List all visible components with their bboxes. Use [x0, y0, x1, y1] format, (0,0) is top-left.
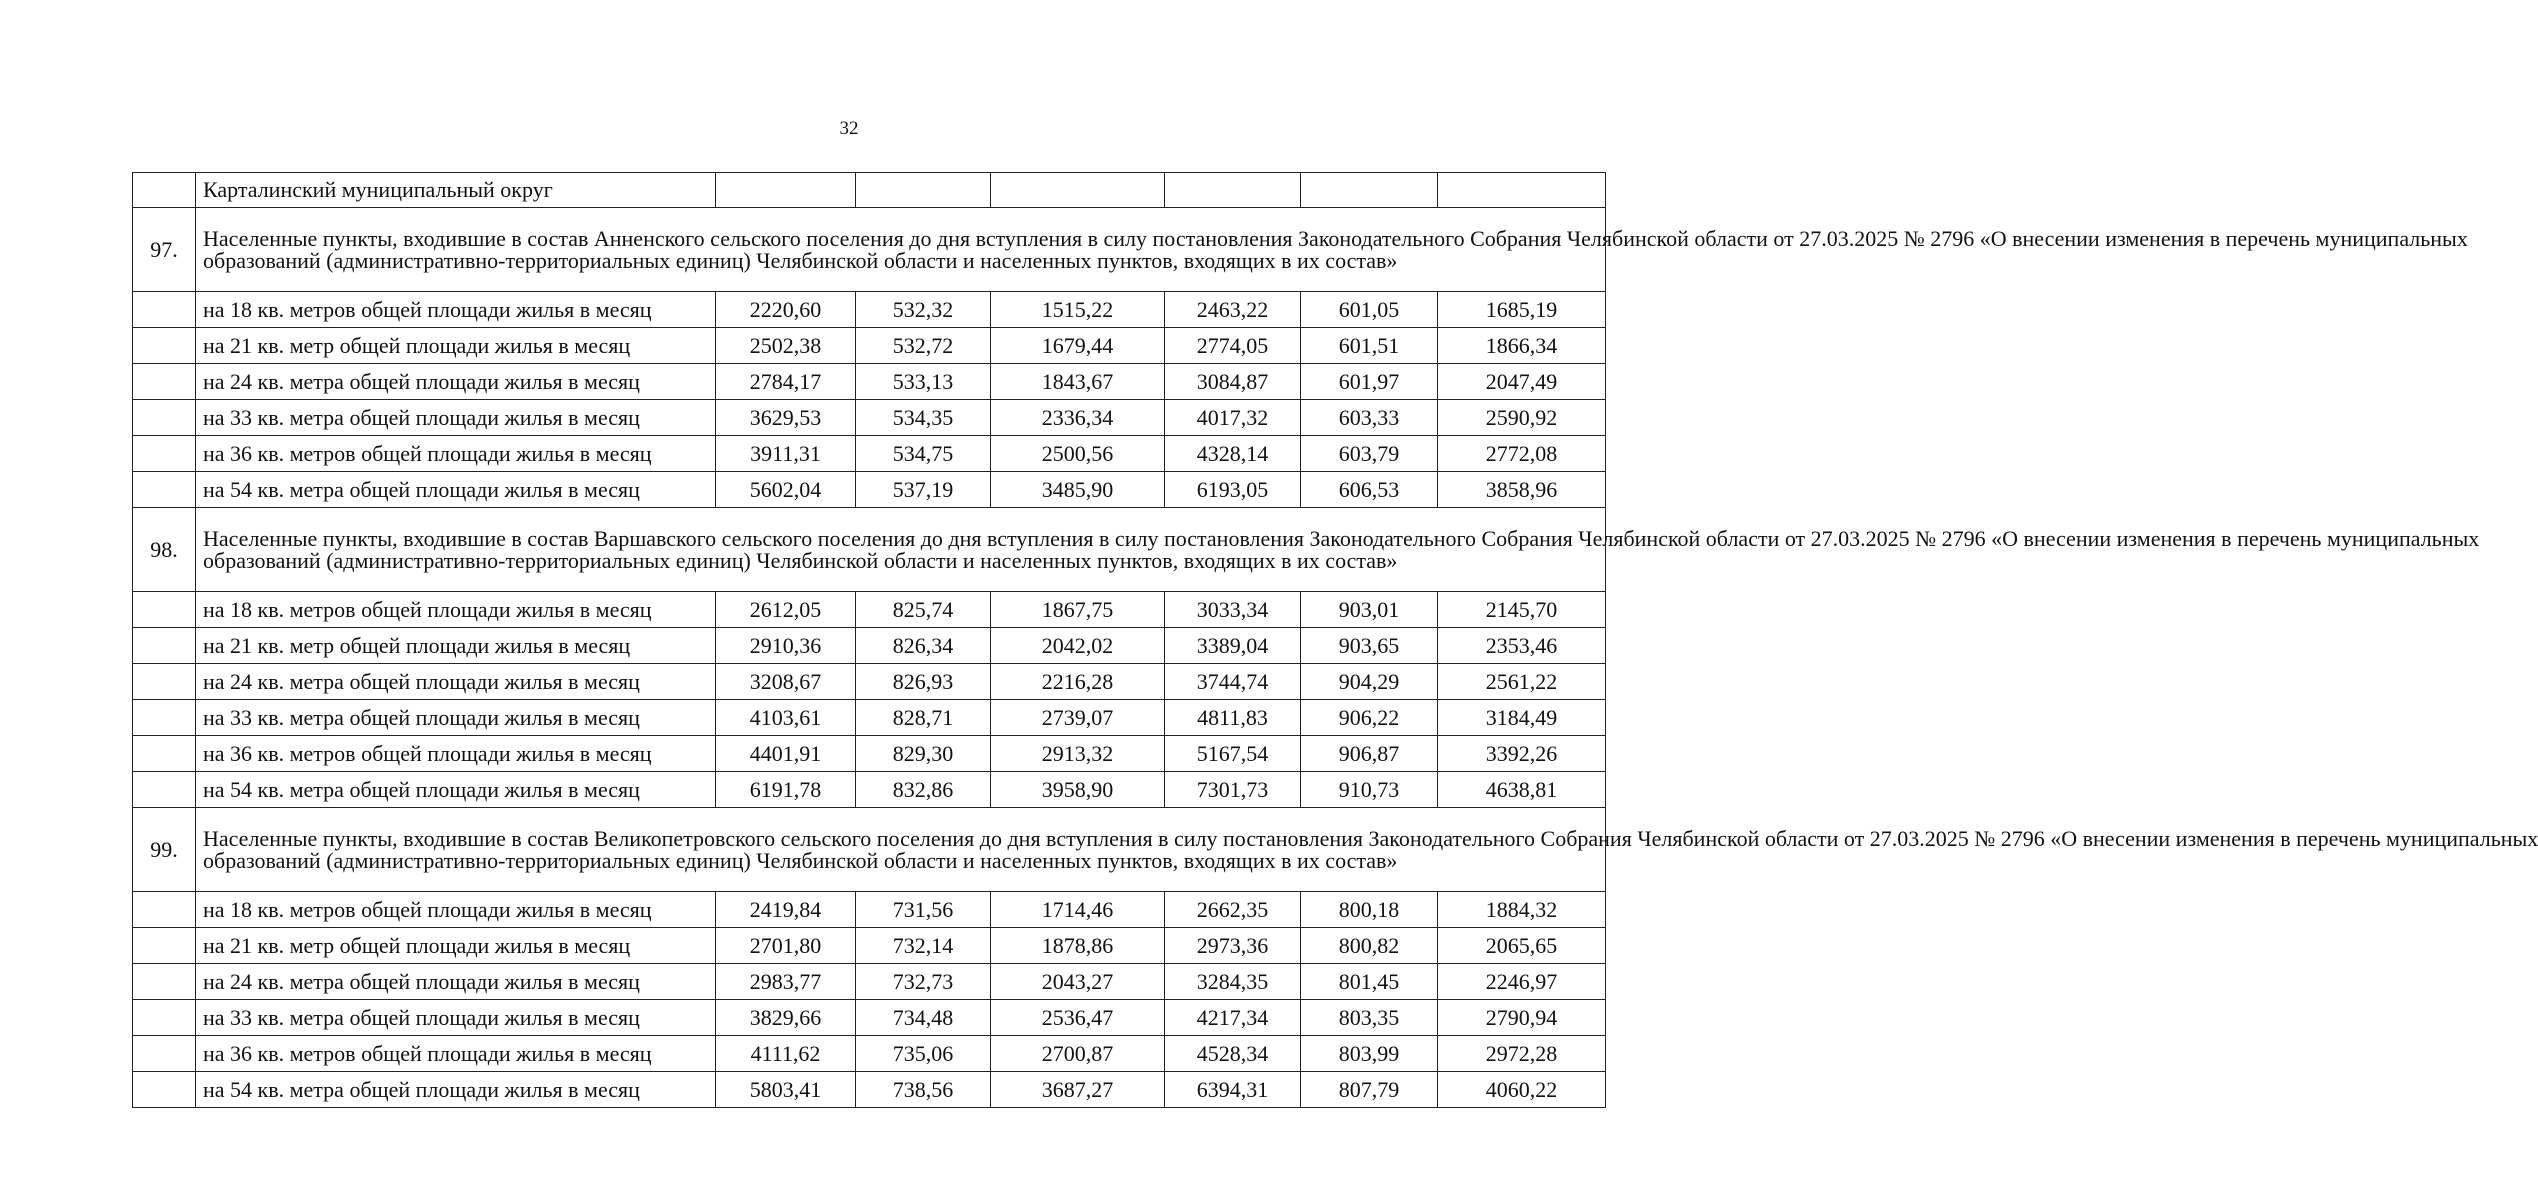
table-row — [133, 472, 1606, 508]
value-cell: 2790,94 — [1438, 1000, 1606, 1036]
value-cell: 1866,34 — [1438, 328, 1606, 364]
value-cell: 3858,96 — [1438, 472, 1606, 508]
value-cell: 2502,38 — [716, 328, 856, 364]
value-cell: 1867,75 — [991, 592, 1165, 628]
value-cell: 2700,87 — [991, 1036, 1165, 1072]
table-row — [133, 892, 1606, 928]
value-cell: 731,56 — [856, 892, 991, 928]
section-description-main: Населенные пункты, входившие в состав Великопетровского сельского поселения до дня вступления в силу постановления Законодательного Собрания Челябинской области от 27.03.2025 № 2796 «О внесении изменения в перечень муниципальных — [203, 825, 2538, 851]
empty-cell — [133, 772, 196, 808]
value-cell: 3392,26 — [1438, 736, 1606, 772]
empty-cell — [133, 173, 196, 208]
value-cell: 5602,04 — [716, 472, 856, 508]
value-cell: 537,19 — [856, 472, 991, 508]
empty-cell — [133, 292, 196, 328]
row-label: на 36 кв. метров общей площади жилья в месяц — [196, 436, 716, 472]
value-cell: 2047,49 — [1438, 364, 1606, 400]
value-cell: 906,22 — [1301, 700, 1438, 736]
table-row — [133, 928, 1606, 964]
value-cell: 601,97 — [1301, 364, 1438, 400]
row-label: на 33 кв. метра общей площади жилья в месяц — [196, 400, 716, 436]
value-cell: 3284,35 — [1165, 964, 1301, 1000]
empty-cell — [133, 400, 196, 436]
empty-cell — [133, 928, 196, 964]
value-cell: 1714,46 — [991, 892, 1165, 928]
section-description — [196, 508, 2480, 592]
table-row — [133, 400, 1606, 436]
section-header-row — [133, 508, 1606, 592]
empty-cell — [133, 436, 196, 472]
table-row — [133, 964, 1606, 1000]
empty-cell — [133, 736, 196, 772]
section-number: 98. — [133, 508, 196, 592]
value-cell: 832,86 — [856, 772, 991, 808]
value-cell: 4017,32 — [1165, 400, 1301, 436]
empty-cell — [133, 1000, 196, 1036]
empty-cell — [991, 173, 1165, 208]
value-cell: 2612,05 — [716, 592, 856, 628]
table-row — [133, 1000, 1606, 1036]
table-row — [133, 592, 1606, 628]
empty-cell — [133, 592, 196, 628]
table-row — [133, 772, 1606, 808]
value-cell: 3911,31 — [716, 436, 856, 472]
value-cell: 2353,46 — [1438, 628, 1606, 664]
value-cell: 2042,02 — [991, 628, 1165, 664]
row-label: на 24 кв. метра общей площади жилья в месяц — [196, 664, 716, 700]
value-cell: 826,34 — [856, 628, 991, 664]
value-cell: 4328,14 — [1165, 436, 1301, 472]
row-label: на 18 кв. метров общей площади жилья в месяц — [196, 292, 716, 328]
section-description-last-line: образований (административно-территориальных единиц) Челябинской области и населенных пунктов, входящих в их состав» — [203, 547, 1398, 573]
value-cell: 732,73 — [856, 964, 991, 1000]
value-cell: 1685,19 — [1438, 292, 1606, 328]
empty-cell — [133, 328, 196, 364]
value-cell: 906,87 — [1301, 736, 1438, 772]
section-description-last-line: образований (административно-территориальных единиц) Челябинской области и населенных пунктов, входящих в их состав» — [203, 247, 1398, 273]
value-cell: 4401,91 — [716, 736, 856, 772]
value-cell: 4811,83 — [1165, 700, 1301, 736]
table-row — [133, 736, 1606, 772]
value-cell: 5167,54 — [1165, 736, 1301, 772]
value-cell: 738,56 — [856, 1072, 991, 1108]
value-cell: 4060,22 — [1438, 1072, 1606, 1108]
value-cell: 3033,34 — [1165, 592, 1301, 628]
empty-cell — [133, 364, 196, 400]
table-row — [133, 292, 1606, 328]
empty-cell — [856, 173, 991, 208]
value-cell: 4638,81 — [1438, 772, 1606, 808]
table-row — [133, 1072, 1606, 1108]
value-cell: 1515,22 — [991, 292, 1165, 328]
value-cell: 2043,27 — [991, 964, 1165, 1000]
empty-cell — [133, 472, 196, 508]
value-cell: 732,14 — [856, 928, 991, 964]
row-label: на 21 кв. метр общей площади жилья в месяц — [196, 628, 716, 664]
value-cell: 2065,65 — [1438, 928, 1606, 964]
row-label: на 24 кв. метра общей площади жилья в месяц — [196, 964, 716, 1000]
value-cell: 910,73 — [1301, 772, 1438, 808]
empty-cell — [133, 892, 196, 928]
value-cell: 4528,34 — [1165, 1036, 1301, 1072]
row-label: на 54 кв. метра общей площади жилья в месяц — [196, 772, 716, 808]
value-cell: 903,01 — [1301, 592, 1438, 628]
municipality-row — [133, 173, 1606, 208]
value-cell: 826,93 — [856, 664, 991, 700]
section-number: 97. — [133, 208, 196, 292]
value-cell: 4111,62 — [716, 1036, 856, 1072]
section-number: 99. — [133, 808, 196, 892]
value-cell: 532,72 — [856, 328, 991, 364]
table-row — [133, 628, 1606, 664]
value-cell: 3958,90 — [991, 772, 1165, 808]
value-cell: 2336,34 — [991, 400, 1165, 436]
value-cell: 3184,49 — [1438, 700, 1606, 736]
value-cell: 3084,87 — [1165, 364, 1301, 400]
value-cell: 800,18 — [1301, 892, 1438, 928]
value-cell: 2246,97 — [1438, 964, 1606, 1000]
value-cell: 1884,32 — [1438, 892, 1606, 928]
value-cell: 2590,92 — [1438, 400, 1606, 436]
value-cell: 606,53 — [1301, 472, 1438, 508]
value-cell: 2772,08 — [1438, 436, 1606, 472]
value-cell: 2739,07 — [991, 700, 1165, 736]
value-cell: 903,65 — [1301, 628, 1438, 664]
value-cell: 825,74 — [856, 592, 991, 628]
value-cell: 800,82 — [1301, 928, 1438, 964]
empty-cell — [1165, 173, 1301, 208]
empty-cell — [133, 700, 196, 736]
empty-cell — [133, 1036, 196, 1072]
row-label: на 21 кв. метр общей площади жилья в месяц — [196, 328, 716, 364]
value-cell: 3389,04 — [1165, 628, 1301, 664]
section-header-row — [133, 808, 1606, 892]
empty-cell — [1438, 173, 1606, 208]
municipality-name: Карталинский муниципальный округ — [196, 173, 716, 208]
value-cell: 807,79 — [1301, 1072, 1438, 1108]
value-cell: 2701,80 — [716, 928, 856, 964]
table-row — [133, 1036, 1606, 1072]
row-label: на 18 кв. метров общей площади жилья в месяц — [196, 892, 716, 928]
section-description-main: Населенные пункты, входившие в состав Анненского сельского поселения до дня вступления в силу постановления Законодательного Собрания Челябинской области от 27.03.2025 № 2796 «О внесении изменения в перечень муниципальных — [203, 225, 2468, 251]
value-cell: 2220,60 — [716, 292, 856, 328]
row-label: на 33 кв. метра общей площади жилья в месяц — [196, 1000, 716, 1036]
value-cell: 3629,53 — [716, 400, 856, 436]
value-cell: 801,45 — [1301, 964, 1438, 1000]
value-cell: 3829,66 — [716, 1000, 856, 1036]
section-description — [196, 808, 2538, 892]
empty-cell — [133, 628, 196, 664]
row-label: на 36 кв. метров общей площади жилья в месяц — [196, 736, 716, 772]
table-row — [133, 664, 1606, 700]
value-cell: 2983,77 — [716, 964, 856, 1000]
value-cell: 2536,47 — [991, 1000, 1165, 1036]
empty-cell — [1301, 173, 1438, 208]
value-cell: 803,99 — [1301, 1036, 1438, 1072]
value-cell: 533,13 — [856, 364, 991, 400]
row-label: на 36 кв. метров общей площади жилья в месяц — [196, 1036, 716, 1072]
row-label: на 21 кв. метр общей площади жилья в месяц — [196, 928, 716, 964]
value-cell: 2973,36 — [1165, 928, 1301, 964]
value-cell: 735,06 — [856, 1036, 991, 1072]
value-cell: 2561,22 — [1438, 664, 1606, 700]
empty-cell — [716, 173, 856, 208]
value-cell: 2662,35 — [1165, 892, 1301, 928]
value-cell: 1843,67 — [991, 364, 1165, 400]
row-label: на 54 кв. метра общей площади жилья в месяц — [196, 472, 716, 508]
value-cell: 6191,78 — [716, 772, 856, 808]
value-cell: 601,51 — [1301, 328, 1438, 364]
value-cell: 3485,90 — [991, 472, 1165, 508]
value-cell: 601,05 — [1301, 292, 1438, 328]
empty-cell — [133, 1072, 196, 1108]
value-cell: 6394,31 — [1165, 1072, 1301, 1108]
empty-cell — [133, 964, 196, 1000]
table-row — [133, 328, 1606, 364]
page-number: 32 — [839, 118, 859, 139]
value-cell: 803,35 — [1301, 1000, 1438, 1036]
value-cell: 2216,28 — [991, 664, 1165, 700]
table-body — [133, 173, 2538, 1108]
table-row — [133, 364, 1606, 400]
section-header-row — [133, 208, 1606, 292]
value-cell: 534,75 — [856, 436, 991, 472]
value-cell: 3687,27 — [991, 1072, 1165, 1108]
value-cell: 2910,36 — [716, 628, 856, 664]
value-cell: 6193,05 — [1165, 472, 1301, 508]
value-cell: 4103,61 — [716, 700, 856, 736]
value-cell: 2774,05 — [1165, 328, 1301, 364]
section-description-main: Населенные пункты, входившие в состав Варшавского сельского поселения до дня вступления в силу постановления Законодательного Собрания Челябинской области от 27.03.2025 № 2796 «О внесении изменения в перечень муниципальных — [203, 525, 2480, 551]
value-cell: 7301,73 — [1165, 772, 1301, 808]
value-cell: 904,29 — [1301, 664, 1438, 700]
row-label: на 24 кв. метра общей площади жилья в месяц — [196, 364, 716, 400]
section-description — [196, 208, 2468, 292]
value-cell: 4217,34 — [1165, 1000, 1301, 1036]
value-cell: 2419,84 — [716, 892, 856, 928]
rates-table — [132, 172, 2538, 1108]
table-row — [133, 436, 1606, 472]
value-cell: 603,33 — [1301, 400, 1438, 436]
value-cell: 3744,74 — [1165, 664, 1301, 700]
value-cell: 1878,86 — [991, 928, 1165, 964]
value-cell: 2972,28 — [1438, 1036, 1606, 1072]
table-row — [133, 700, 1606, 736]
value-cell: 2463,22 — [1165, 292, 1301, 328]
section-description-last-line: образований (административно-территориальных единиц) Челябинской области и населенных пунктов, входящих в их состав» — [203, 847, 1398, 873]
value-cell: 534,35 — [856, 400, 991, 436]
value-cell: 532,32 — [856, 292, 991, 328]
value-cell: 3208,67 — [716, 664, 856, 700]
row-label: на 33 кв. метра общей площади жилья в месяц — [196, 700, 716, 736]
value-cell: 2913,32 — [991, 736, 1165, 772]
value-cell: 828,71 — [856, 700, 991, 736]
value-cell: 603,79 — [1301, 436, 1438, 472]
row-label: на 54 кв. метра общей площади жилья в месяц — [196, 1072, 716, 1108]
value-cell: 2784,17 — [716, 364, 856, 400]
value-cell: 1679,44 — [991, 328, 1165, 364]
row-label: на 18 кв. метров общей площади жилья в месяц — [196, 592, 716, 628]
value-cell: 734,48 — [856, 1000, 991, 1036]
value-cell: 829,30 — [856, 736, 991, 772]
empty-cell — [133, 664, 196, 700]
value-cell: 2500,56 — [991, 436, 1165, 472]
value-cell: 5803,41 — [716, 1072, 856, 1108]
value-cell: 2145,70 — [1438, 592, 1606, 628]
